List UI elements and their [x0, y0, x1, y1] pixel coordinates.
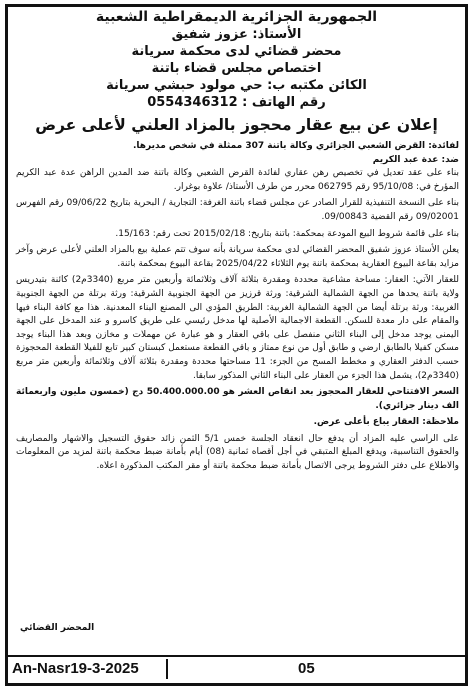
mortgage-line: بناء على عقد تعديل في تخصيص رهن عقاري لفائدة القرض الشعبي وكالة باتنة ضد المدين الراهن عدة عبد الكريم المؤرخ في: 95/10/08 رقم 062795 محرر من طرف الأستاذ/ علاوة بوغرار. [16, 168, 459, 192]
court-decision-paragraph: بناء على النسخة التنفيذية للقرار الصادر عن مجلس قضاء باتنة الغرفة: التجارية / البحرية بتاريخ 09/06/22 رقم الفهرس 09/02001 رقم القضية 09/00843. [16, 198, 459, 222]
bailiff-court: محضر قضائي لدى محكمة سريانة [131, 44, 342, 59]
notice-header [8, 7, 465, 111]
notice-body [8, 140, 465, 474]
phone-number: رقم الهاتف : 0554346312 [147, 95, 326, 110]
legal-notice-page [5, 4, 468, 686]
notice-title: إعلان عن بيع عقار محجوز بالمزاد العلني لأعلى عرض [35, 116, 438, 134]
jurisdiction: اختصاص مجلس قضاء باتنة [151, 61, 322, 76]
sale-conditions-paragraph: بناء على قائمة شروط البيع المودعة بمحكمة: باتنة بتاريخ: 2015/02/18 تحت رقم: 15/163. [115, 228, 459, 239]
debtor-line: ضد: عدة عبد الكريم [372, 154, 459, 165]
payment-terms-paragraph: على الراسي عليه المزاد أن يدفع حال انعقاد الجلسة خمس 5/1 الثمن زائد حقوق التسجيل والاشهار والمصاريف والحقوق التناسبية، ويدفع المبلغ المتبقي في أجل أقصاه ثمانية (08) أيام بأمانة ضبط محكمة باتنة لمزيد من المعلومات والاطلاع على دفتر الشروط يرجى الاتصال بأمانة ضبط محكمة باتنة أو مقر المكتب المذكورة اعلاه. [16, 433, 459, 472]
newspaper-reference: An-Nasr19-3-2025 [12, 659, 168, 679]
republic-name: الجمهورية الجزائرية الديمقراطية الشعبية [95, 9, 378, 25]
parties-paragraph [16, 140, 459, 194]
office-address: الكائن مكتبه ب: حي مولود حبشي سريانة [106, 78, 367, 93]
opening-price-paragraph: السعر الافتتاحي للعقار المحجوز بعد انقاص العشر هو 50.400.000.00 دج (خمسون مليون واربعمائة الف دينار جزائري). [16, 387, 459, 411]
signature-label: المحضر القضائي [20, 623, 95, 633]
note-paragraph: ملاحظة: العقار يباع بأعلى عرض. [313, 417, 459, 428]
bailiff-name: الأستاذ: عزوز شفيق [171, 27, 302, 42]
property-description-paragraph: للعقار الآتي: العقار: مساحة مشاعية محددة ومقدرة بثلاثة آلاف وثلاثمائة وأربعين متر مربع (3340م2) كائنة بتيدريس ولاية باتنة يحدها من الجهة الشمالية الشرقية: ورثة قرزيز من الجهة الجنوبية الشرقية: ورثة برتلة من الجهة الجنوبية الغربية: ورثة برتلة أيضا من الجهة الشمالية الغربية: الطريق المؤدي الى المصنع البناء المعدنية. هذا مع كافة البناء فيها والمقام على دار معدة للسكن. القطعة الاجمالية الأصلية لها مدخل رئيسي على طريق كاسرو و عند المدخل على الجهة اليمنى يوجد مدخل إلى البناء الثاني منفصل على باقي العقار و هو عبارة عن مهملات و مخازن وبعد هذا البناء يوجد مسكن كفيلا بالطابق ارضي و طابق أول من نوع ممتاز و باقي القطعة مستعمل كبستان كبير تابع للفيلا القطعة المحجوزة حسب الدفتر العقاري و مخطط المسح من الجزء: 11 مساحتها محددة ومقدرة بثلاثة آلاف وثلاثمائة وأربعين متر مربع (3340م2)، يشمل هذا الجزء من العقار على البناء الثاني المذكور سابقا. [16, 275, 460, 381]
notice-footer [8, 655, 465, 683]
page-number: 05 [298, 660, 315, 677]
auction-announcement-paragraph: يعلن الأستاذ عزوز شفيق المحضر القضائي لدى محكمة سريانة بأنه سوف تتم عملية بيع بالمزاد العلني لأعلى عرض وآخر مزايد بقاعة البيوع العقارية بمحكمة باتنة يوم الثلاثاء 2025/04/22 بقاعة البيوع بمحكمة باتنة. [16, 245, 459, 269]
beneficiary-line: لفائدة: القرض الشعبي الجزائري وكالة باتنة 307 ممثلة في شخص مديرها. [133, 141, 459, 151]
